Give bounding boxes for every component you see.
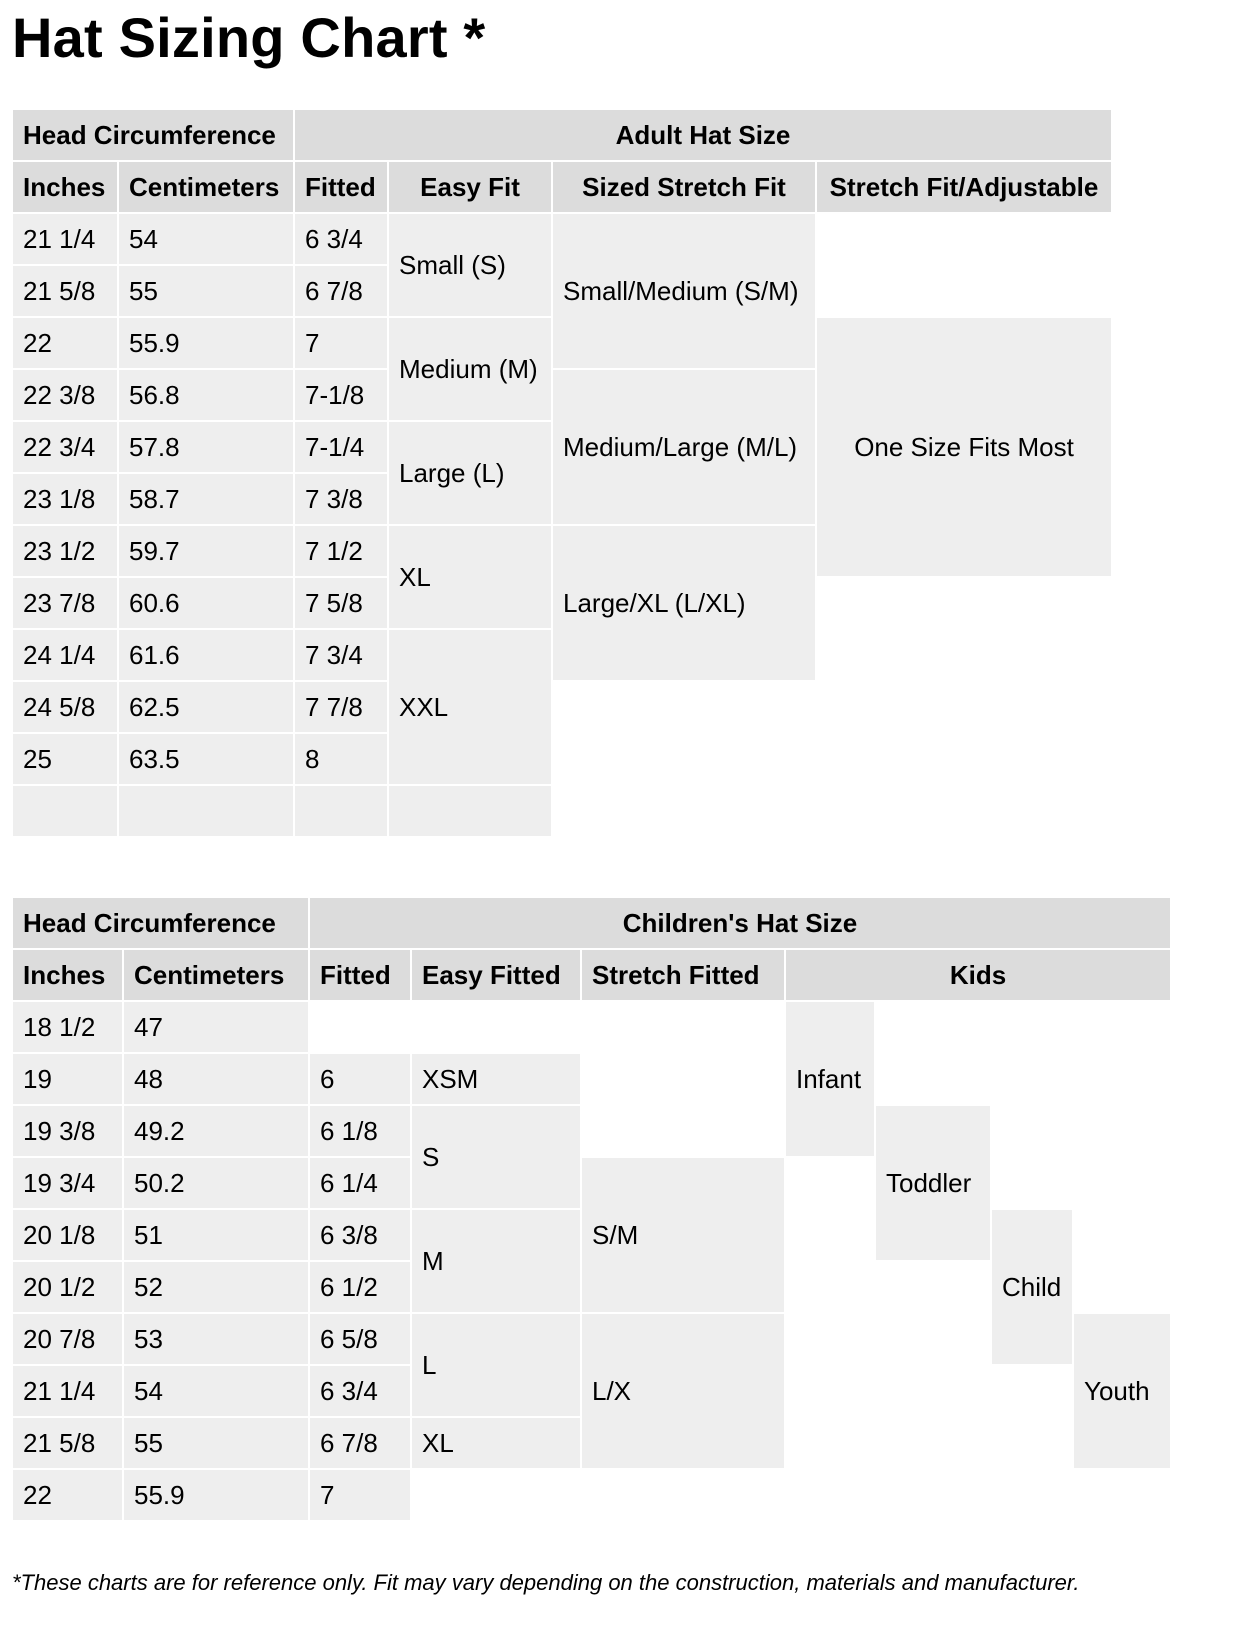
easy-fitted-cell: S xyxy=(412,1106,580,1208)
fitted-cell: 7-1/4 xyxy=(295,422,387,472)
fitted-cell: 6 1/2 xyxy=(310,1262,410,1312)
fitted-cell: 6 xyxy=(310,1054,410,1104)
inches-cell: 23 1/2 xyxy=(13,526,117,576)
column-header-kids: Kids xyxy=(786,950,1170,1000)
fitted-cell: 7 7/8 xyxy=(295,682,387,732)
inches-cell: 21 1/4 xyxy=(13,214,117,264)
empty-cell xyxy=(817,214,1111,316)
empty-cell xyxy=(786,1158,874,1520)
inches-cell: 20 1/8 xyxy=(13,1210,122,1260)
inches-cell: 20 7/8 xyxy=(13,1314,122,1364)
centimeters-cell: 51 xyxy=(124,1210,308,1260)
fitted-cell: 7-1/8 xyxy=(295,370,387,420)
easy-fitted-cell: XL xyxy=(412,1418,580,1468)
centimeters-cell: 56.8 xyxy=(119,370,293,420)
stretch-fitted-cell: L/X xyxy=(582,1314,784,1468)
adult-hat-size-table xyxy=(11,108,1125,838)
column-header-inches: Inches xyxy=(13,162,117,212)
centimeters-cell: 50.2 xyxy=(124,1158,308,1208)
centimeters-cell: 49.2 xyxy=(124,1106,308,1156)
fitted-cell: 8 xyxy=(295,734,387,784)
easy-fit-cell: Medium (M) xyxy=(389,318,551,420)
centimeters-cell: 52 xyxy=(124,1262,308,1312)
inches-cell: 21 5/8 xyxy=(13,1418,122,1468)
centimeters-cell: 59.7 xyxy=(119,526,293,576)
fitted-cell: 6 5/8 xyxy=(310,1314,410,1364)
inches-cell: 23 1/8 xyxy=(13,474,117,524)
fitted-cell: 6 3/4 xyxy=(295,214,387,264)
inches-cell: 21 1/4 xyxy=(13,1366,122,1416)
centimeters-cell: 61.6 xyxy=(119,630,293,680)
column-header-fitted: Fitted xyxy=(310,950,410,1000)
empty-cell xyxy=(1074,1002,1170,1312)
table-group-header-row xyxy=(13,110,1123,160)
empty-cell xyxy=(412,1002,580,1052)
children-hat-size-header: Children's Hat Size xyxy=(310,898,1170,948)
inches-cell: 22 xyxy=(13,1470,122,1520)
stretch-fit-adjustable-cell: One Size Fits Most xyxy=(817,318,1111,576)
kids-child-cell: Child xyxy=(992,1210,1072,1364)
inches-cell: 22 xyxy=(13,318,117,368)
fitted-cell: 7 xyxy=(310,1470,410,1520)
head-circumference-header: Head Circumference xyxy=(13,110,293,160)
table-row xyxy=(13,1002,1170,1052)
table-group-header-row xyxy=(13,898,1170,948)
column-header-sized-stretch-fit: Sized Stretch Fit xyxy=(553,162,815,212)
footnote: *These charts are for reference only. Fit may vary depending on the construction, materials and manufacturer. xyxy=(12,1570,1080,1595)
easy-fitted-cell: M xyxy=(412,1210,580,1312)
sized-stretch-fit-cell: Small/Medium (S/M) xyxy=(553,214,815,368)
centimeters-cell: 55.9 xyxy=(124,1470,308,1520)
fitted-cell: 7 3/8 xyxy=(295,474,387,524)
inches-cell: 24 5/8 xyxy=(13,682,117,732)
column-header-centimeters: Centimeters xyxy=(119,162,293,212)
fitted-cell: 6 7/8 xyxy=(295,266,387,316)
inches-cell: 19 xyxy=(13,1054,122,1104)
easy-fit-cell: XXL xyxy=(389,630,551,784)
children-hat-size-table xyxy=(11,896,1172,1522)
fitted-cell: 7 3/4 xyxy=(295,630,387,680)
stretch-fitted-cell: S/M xyxy=(582,1158,784,1312)
centimeters-cell: 57.8 xyxy=(119,422,293,472)
centimeters-cell: 55 xyxy=(124,1418,308,1468)
centimeters-cell: 60.6 xyxy=(119,578,293,628)
page-title: Hat Sizing Chart * xyxy=(12,6,486,69)
inches-cell: 21 5/8 xyxy=(13,266,117,316)
adult-hat-size-header: Adult Hat Size xyxy=(295,110,1111,160)
fitted-cell: 6 7/8 xyxy=(310,1418,410,1468)
table-row xyxy=(13,682,1123,732)
fitted-cell: 7 5/8 xyxy=(295,578,387,628)
inches-cell: 18 1/2 xyxy=(13,1002,122,1052)
kids-toddler-cell: Toddler xyxy=(876,1106,990,1260)
kids-youth-cell: Youth xyxy=(1074,1314,1170,1468)
empty-cell xyxy=(876,1262,990,1520)
empty-cell xyxy=(1113,526,1123,836)
empty-cell xyxy=(412,1470,874,1520)
column-header-inches: Inches xyxy=(13,950,122,1000)
table-row xyxy=(13,214,1123,264)
fitted-cell: 7 1/2 xyxy=(295,526,387,576)
inches-cell: 20 1/2 xyxy=(13,1262,122,1312)
fitted-cell: 6 1/4 xyxy=(310,1158,410,1208)
table-column-header-row xyxy=(13,162,1123,212)
empty-cell xyxy=(310,1002,410,1052)
kids-infant-cell: Infant xyxy=(786,1002,874,1156)
inches-cell xyxy=(13,786,117,836)
inches-cell: 24 1/4 xyxy=(13,630,117,680)
empty-cell xyxy=(876,1002,990,1104)
column-header-easy-fit: Easy Fit xyxy=(389,162,551,212)
fitted-cell: 6 1/8 xyxy=(310,1106,410,1156)
centimeters-cell: 62.5 xyxy=(119,682,293,732)
empty-cell xyxy=(992,1366,1072,1520)
centimeters-cell: 47 xyxy=(124,1002,308,1052)
empty-cell xyxy=(582,1002,784,1156)
column-header-fitted: Fitted xyxy=(295,162,387,212)
centimeters-cell: 63.5 xyxy=(119,734,293,784)
easy-fit-cell xyxy=(389,786,551,836)
fitted-cell: 7 xyxy=(295,318,387,368)
sized-stretch-fit-cell: Large/XL (L/XL) xyxy=(553,526,815,680)
centimeters-cell: 53 xyxy=(124,1314,308,1364)
table-column-header-row xyxy=(13,950,1170,1000)
easy-fit-cell: XL xyxy=(389,526,551,628)
empty-cell xyxy=(553,682,815,836)
inches-cell: 25 xyxy=(13,734,117,784)
empty-cell xyxy=(992,1002,1072,1208)
inches-cell: 22 3/4 xyxy=(13,422,117,472)
inches-cell: 19 3/8 xyxy=(13,1106,122,1156)
fitted-cell xyxy=(295,786,387,836)
column-header-easy-fitted: Easy Fitted xyxy=(412,950,580,1000)
fitted-cell: 6 3/8 xyxy=(310,1210,410,1260)
centimeters-cell xyxy=(119,786,293,836)
column-header-stretch-fitted: Stretch Fitted xyxy=(582,950,784,1000)
centimeters-cell: 54 xyxy=(124,1366,308,1416)
column-header-centimeters: Centimeters xyxy=(124,950,308,1000)
easy-fitted-cell: L xyxy=(412,1314,580,1416)
centimeters-cell: 58.7 xyxy=(119,474,293,524)
sized-stretch-fit-cell: Medium/Large (M/L) xyxy=(553,370,815,524)
centimeters-cell: 48 xyxy=(124,1054,308,1104)
centimeters-cell: 54 xyxy=(119,214,293,264)
easy-fit-cell: Large (L) xyxy=(389,422,551,524)
inches-cell: 23 7/8 xyxy=(13,578,117,628)
centimeters-cell: 55.9 xyxy=(119,318,293,368)
inches-cell: 19 3/4 xyxy=(13,1158,122,1208)
easy-fit-cell: Small (S) xyxy=(389,214,551,316)
head-circumference-header: Head Circumference xyxy=(13,898,308,948)
inches-cell: 22 3/8 xyxy=(13,370,117,420)
fitted-cell: 6 3/4 xyxy=(310,1366,410,1416)
column-header-stretch-fit-adjustable: Stretch Fit/Adjustable xyxy=(817,162,1111,212)
easy-fitted-cell: XSM xyxy=(412,1054,580,1104)
empty-cell xyxy=(1074,1470,1170,1520)
centimeters-cell: 55 xyxy=(119,266,293,316)
